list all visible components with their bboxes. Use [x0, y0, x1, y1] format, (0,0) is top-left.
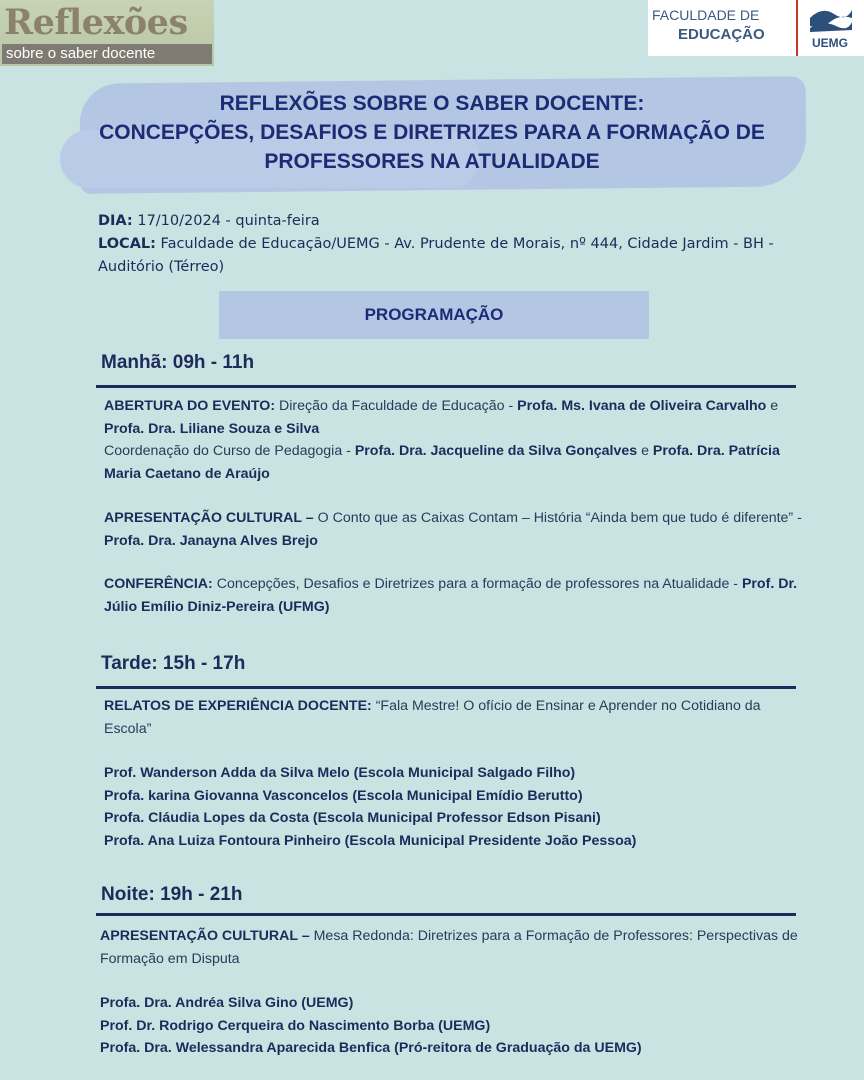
- title-line-3: PROFESSORES NA ATUALIDADE: [264, 150, 600, 173]
- page-title: [60, 89, 804, 176]
- cultural-noite-text: Mesa Redonda: Diretrizes para a Formação de Professores: Perspectivas de Formação em Disputa: [100, 928, 798, 967]
- event-info: [98, 210, 798, 279]
- list-item: Profa. karina Giovanna Vasconcelos (Escola Municipal Emídio Berutto): [104, 787, 583, 804]
- logo-uemg: UEMG: [812, 36, 848, 50]
- relatos-label: RELATOS DE EXPERIÊNCIA DOCENTE:: [104, 698, 372, 714]
- list-item: Profa. Dra. Andréa Silva Gino (UEMG): [100, 995, 354, 1011]
- dia-line: [98, 210, 798, 233]
- logo-educacao: EDUCAÇÃO: [678, 26, 765, 43]
- tarde-rule: [96, 686, 796, 689]
- abertura-name-3: Profa. Dra. Jacqueline da Silva Gonçalves: [354, 443, 638, 459]
- list-item: Profa. Cláudia Lopes da Costa (Escola Municipal Professor Edson Pisani): [104, 810, 601, 826]
- tarde-title: Tarde: 15h - 17h: [101, 653, 246, 674]
- noite-rule: [96, 913, 796, 916]
- logo-faculdade: FACULDADE DE: [652, 7, 760, 23]
- list-item: Profa. Dra. Welessandra Aparecida Benfica (Pró-reitora de Graduação da UEMG): [100, 1040, 642, 1056]
- abertura-text-3: Coordenação do Curso de Pedagogia -: [104, 443, 355, 459]
- conferencia-block: [104, 573, 804, 618]
- title-line-1: REFLEXÕES SOBRE O SABER DOCENTE:: [219, 92, 645, 115]
- title-line-2: CONCEPÇÕES, DESAFIOS E DIRETRIZES PARA A FORMAÇÃO DE: [99, 121, 765, 144]
- abertura-name-4: Profa. Dra. Patrícia Maria Caetano de Araújo: [104, 443, 780, 482]
- abertura-text-2: e: [766, 398, 779, 414]
- conferencia-name: Prof. Dr. Júlio Emílio Diniz-Pereira (UFMG): [104, 576, 798, 615]
- noite-names: [100, 992, 800, 1060]
- cultural-manha-label: APRESENTAÇÃO CULTURAL –: [104, 510, 314, 526]
- logo-subtitle: sobre o saber docente: [2, 44, 212, 64]
- logo-divider: [796, 0, 798, 56]
- local-label: LOCAL:: [98, 236, 156, 252]
- abertura-label: ABERTURA DO EVENTO:: [104, 398, 276, 414]
- list-item: Profa. Ana Luiza Fontoura Pinheiro (Escola Municipal Presidente João Pessoa): [104, 832, 637, 849]
- dia-value: 17/10/2024 - quinta-feira: [132, 213, 320, 229]
- list-item: Prof. Wanderson Adda da Silva Melo (Escola Municipal Salgado Filho): [104, 765, 576, 781]
- cultural-manha-name: Profa. Dra. Janayna Alves Brejo: [104, 532, 318, 549]
- uemg-wave-icon: [808, 4, 854, 34]
- local-value: Faculdade de Educação/UEMG - Av. Prudente de Morais, nº 444, Cidade Jardim - BH - Auditório (Térreo): [98, 236, 774, 275]
- local-line: [98, 233, 798, 279]
- conferencia-text: Concepções, Desafios e Diretrizes para a formação de professores na Atualidade -: [212, 576, 742, 592]
- cultural-manha-block: [104, 507, 804, 552]
- abertura-name-1: Profa. Ms. Ivana de Oliveira Carvalho: [517, 398, 767, 414]
- uemg-logo: [648, 0, 864, 56]
- conferencia-label: CONFERÊNCIA:: [104, 576, 213, 592]
- relatos-block: [104, 695, 804, 740]
- list-item: Prof. Dr. Rodrigo Cerqueira do Nascimento Borba (UEMG): [100, 1017, 491, 1034]
- manha-rule: [96, 385, 796, 388]
- manha-title: Manhã: 09h - 11h: [101, 352, 255, 373]
- programacao-heading: PROGRAMAÇÃO: [219, 291, 649, 339]
- logo-word: Reflexões: [4, 2, 188, 43]
- relatos-text: “Fala Mestre! O ofício de Ensinar e Aprender no Cotidiano da Escola”: [104, 698, 761, 737]
- reflexoes-logo: [0, 0, 214, 66]
- tarde-names: [104, 762, 804, 852]
- cultural-noite-block: [100, 925, 800, 970]
- cultural-manha-text: O Conto que as Caixas Contam – História “Ainda bem que tudo é diferente” -: [313, 510, 802, 526]
- noite-title: Noite: 19h - 21h: [101, 884, 243, 905]
- abertura-text-1: Direção da Faculdade de Educação -: [275, 398, 518, 414]
- dia-label: DIA:: [98, 213, 133, 229]
- abertura-name-2: Profa. Dra. Liliane Souza e Silva: [104, 420, 320, 437]
- abertura-text-4: e: [637, 443, 653, 459]
- cultural-noite-label: APRESENTAÇÃO CULTURAL –: [100, 928, 310, 944]
- abertura-block: [104, 395, 804, 485]
